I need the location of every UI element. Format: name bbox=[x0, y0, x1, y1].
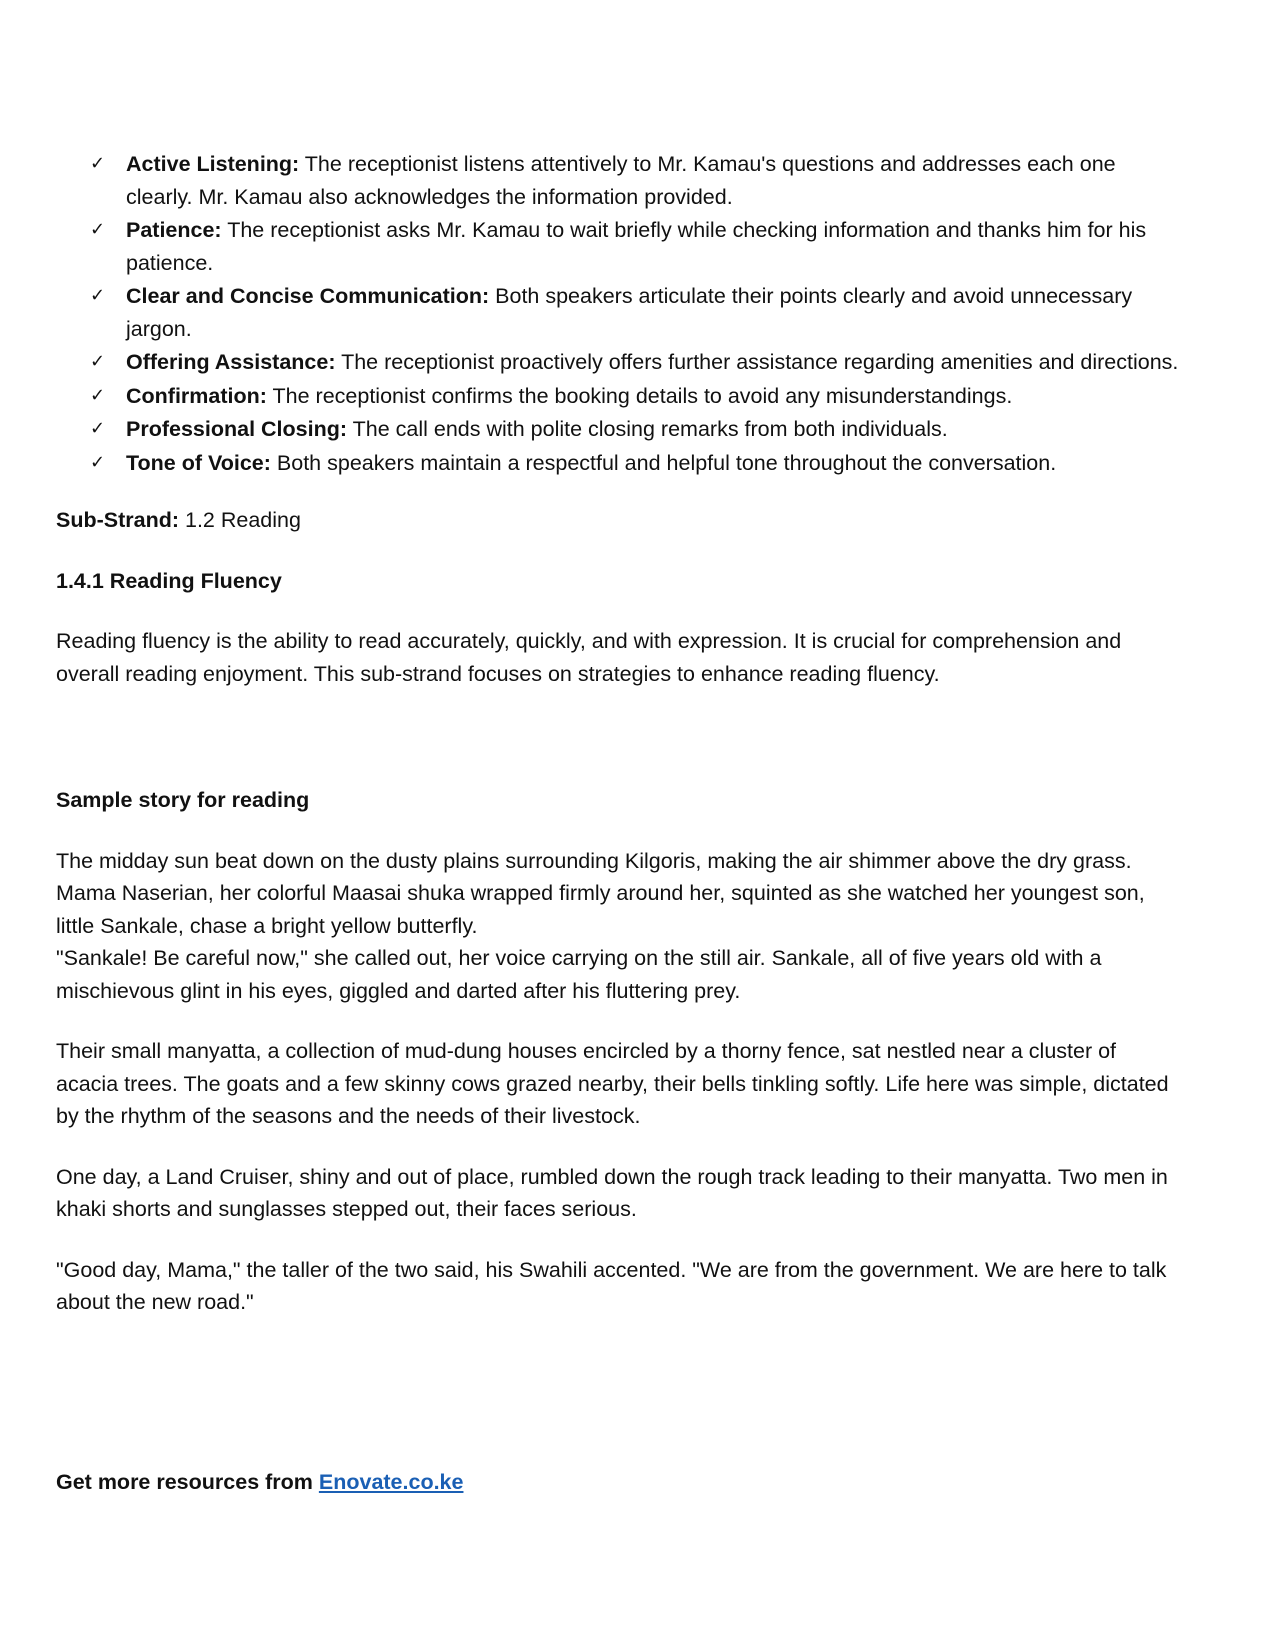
checkmark-icon: ✓ bbox=[90, 285, 106, 306]
checklist-item-text: The call ends with polite closing remarks from both individuals. bbox=[347, 417, 948, 441]
resources-footer bbox=[56, 1466, 463, 1498]
substrand-label: Sub-Strand: bbox=[56, 508, 180, 532]
section-heading: 1.4.1 Reading Fluency bbox=[56, 568, 282, 593]
checklist-item-text: Both speakers articulate their points clearly and avoid unnecessary jargon. bbox=[126, 284, 1133, 341]
checklist-item bbox=[56, 280, 1181, 345]
checklist-item-title: Active Listening: bbox=[126, 152, 300, 176]
checklist-item-title: Offering Assistance: bbox=[126, 350, 336, 374]
footer-text: Get more resources from bbox=[56, 1470, 319, 1494]
checklist-item-title: Clear and Concise Communication: bbox=[126, 284, 490, 308]
page-content bbox=[56, 148, 1181, 1319]
checklist-item bbox=[56, 148, 1181, 213]
checklist-item-text: The receptionist proactively offers further assistance regarding amenities and directions. bbox=[335, 350, 1179, 374]
substrand-line bbox=[56, 504, 1181, 537]
checklist-item-text: The receptionist listens attentively to Mr. Kamau's questions and addresses each one clearly. Mr. Kamau also acknowledges the information provided. bbox=[126, 152, 1116, 209]
intro-paragraph: Reading fluency is the ability to read accurately, quickly, and with expression. It is crucial for comprehension and overall reading enjoyment. This sub-strand focuses on strategies to enhance reading fluency. bbox=[56, 629, 1122, 686]
checkmark-icon: ✓ bbox=[90, 219, 106, 240]
checklist-item bbox=[56, 380, 1181, 413]
substrand-value: 1.2 Reading bbox=[179, 508, 301, 532]
story-paragraph: "Good day, Mama," the taller of the two said, his Swahili accented. "We are from the government. We are here to talk about the new road." bbox=[56, 1257, 1167, 1314]
enovate-link[interactable]: Enovate.co.ke bbox=[318, 1470, 464, 1494]
checklist-item bbox=[56, 447, 1181, 480]
checklist-item-text: Both speakers maintain a respectful and helpful tone throughout the conversation. bbox=[270, 450, 1057, 475]
checkmark-icon: ✓ bbox=[90, 451, 106, 473]
checklist-item-title: Professional Closing: bbox=[126, 417, 348, 441]
story-paragraph: The midday sun beat down on the dusty plains surrounding Kilgoris, making the air shimmer above the dry grass. Mama Naserian, her colorful Maasai shuka wrapped firmly around her, squinted as she watched her youngest son, little Sankale, chase a bright yellow butterfly. bbox=[56, 848, 1145, 938]
checklist-item bbox=[56, 346, 1181, 379]
story-paragraph: Their small manyatta, a collection of mud-dung houses encircled by a thorny fence, sat nestled near a cluster of acacia trees. The goats and a few skinny cows grazed nearby, their bells tinkling softly. Life here was simple, dictated by the rhythm of the seasons and the needs of their livestock. bbox=[56, 1039, 1169, 1128]
checkmark-icon: ✓ bbox=[90, 153, 106, 174]
checkmark-icon: ✓ bbox=[90, 384, 106, 406]
story-heading: Sample story for reading bbox=[56, 788, 310, 812]
checklist-item-title: Tone of Voice: bbox=[126, 450, 271, 475]
checkmark-icon: ✓ bbox=[90, 418, 106, 439]
checklist-item-text: The receptionist asks Mr. Kamau to wait briefly while checking information and thanks him for his patience. bbox=[126, 218, 1147, 275]
checklist-item-title: Patience: bbox=[126, 218, 222, 242]
story-paragraph: One day, a Land Cruiser, shiny and out of place, rumbled down the rough track leading to their manyatta. Two men in khaki shorts and sunglasses stepped out, their faces serious. bbox=[56, 1164, 1168, 1221]
checklist-item bbox=[56, 413, 1181, 446]
communication-checklist bbox=[56, 148, 1181, 479]
checklist-item bbox=[56, 214, 1181, 279]
checklist-item-text: The receptionist confirms the booking details to avoid any misunderstandings. bbox=[266, 383, 1013, 408]
checklist-item-title: Confirmation: bbox=[126, 383, 267, 408]
checkmark-icon: ✓ bbox=[90, 351, 106, 372]
story-paragraph: "Sankale! Be careful now," she called out, her voice carrying on the still air. Sankale, all of five years old with a mischievous glint in his eyes, giggled and darted after his fluttering prey. bbox=[56, 946, 1102, 1003]
